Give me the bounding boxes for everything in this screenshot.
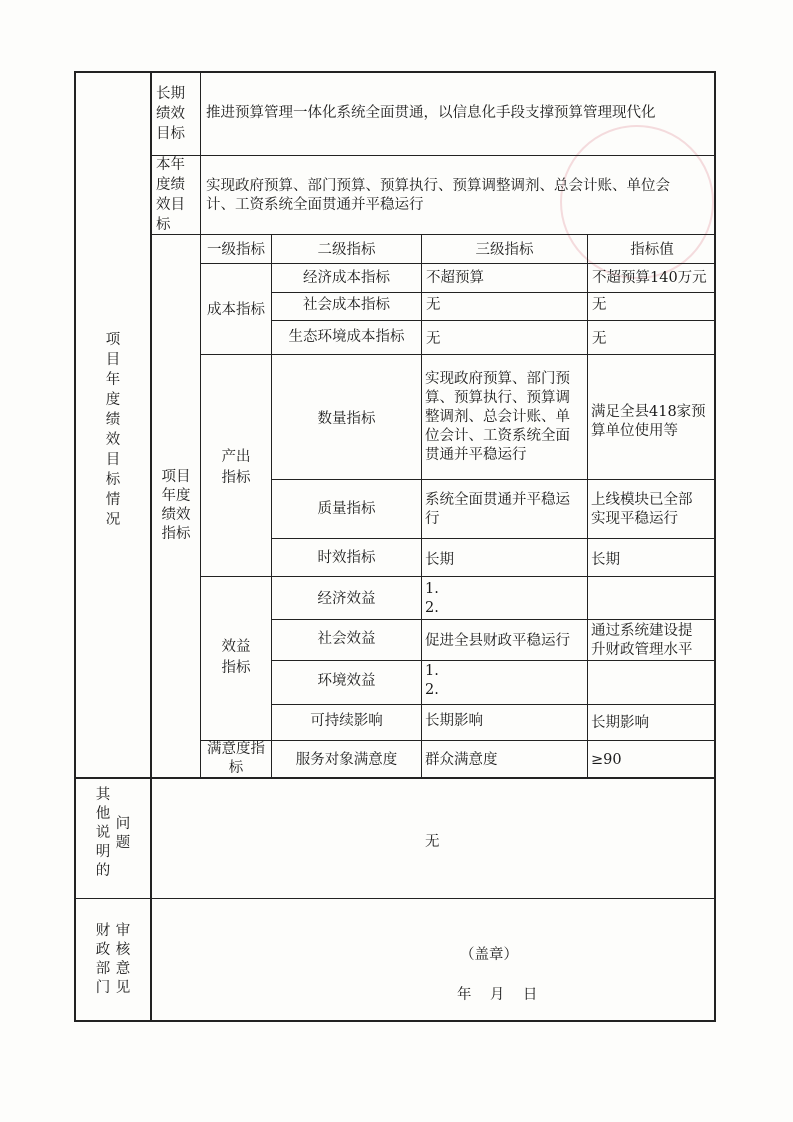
social-cost-desc: 无 xyxy=(426,297,441,313)
other-label-col1: 其他说明的 xyxy=(95,787,111,879)
eco-cost-value: 无 xyxy=(592,331,607,347)
social-cost-value: 无 xyxy=(592,297,607,313)
long-term-goal: 推进预算管理一体化系统全面贯通，以信息化手段支撑预算管理现代化 xyxy=(206,105,656,121)
economic-benefit-name: 经济效益 xyxy=(317,591,376,607)
satisfaction-indicator-value: ≥90 xyxy=(591,752,622,768)
header-level1: 一级指标 xyxy=(207,242,265,258)
seal-placeholder: （盖章） xyxy=(460,947,518,963)
header-level3: 三级指标 xyxy=(475,242,534,258)
social-benefit-desc: 促进全县财政平稳运行 xyxy=(425,633,570,649)
sustainable-impact-value: 长期影响 xyxy=(591,715,649,731)
economic-cost-value: 不超预算140万元 xyxy=(592,270,707,286)
output-indicator-label: 产出 指标 xyxy=(221,449,251,486)
satisfaction-indicator-label: 满意度指 标 xyxy=(207,741,265,776)
timeliness-indicator-value: 长期 xyxy=(591,552,620,568)
quantity-indicator-name: 数量指标 xyxy=(317,411,376,427)
annual-label: 本年 度绩 效目 标 xyxy=(156,157,185,233)
header-value: 指标值 xyxy=(630,242,674,258)
other-content: 无 xyxy=(425,834,440,850)
quality-indicator-desc: 系统全面贯通并平稳运 行 xyxy=(425,492,570,527)
social-benefit-value: 通过系统建设提 升财政管理水平 xyxy=(591,623,693,658)
social-benefit-name: 社会效益 xyxy=(317,631,376,647)
cost-indicator-label: 成本指标 xyxy=(207,302,265,318)
environment-benefit-name: 环境效益 xyxy=(317,673,376,689)
quantity-indicator-desc: 实现政府预算、部门预 算、预算执行、预算调 整调剂、总会计账、单 位会计、工资系统全面 贯通并平稳运行 xyxy=(425,371,570,463)
long-term-label: 长期 绩效 目标 xyxy=(156,86,185,142)
review-date: 年 月 日 xyxy=(457,987,538,1003)
quality-indicator-name: 质量指标 xyxy=(317,501,376,517)
eco-cost-desc: 无 xyxy=(426,331,441,347)
environment-benefit-desc: 1. 2. xyxy=(425,663,439,698)
social-cost-name: 社会成本指标 xyxy=(303,297,390,313)
economic-cost-name: 经济成本指标 xyxy=(303,270,390,286)
review-label-col2: 审核意见 xyxy=(115,923,131,996)
review-label-col1: 财政部门 xyxy=(95,923,111,996)
indicator-label: 项目 年度 绩效 指标 xyxy=(161,469,191,542)
economic-cost-desc: 不超预算 xyxy=(426,270,484,286)
header-level2: 二级指标 xyxy=(317,242,376,258)
timeliness-indicator-desc: 长期 xyxy=(425,552,454,568)
economic-benefit-desc: 1. 2. xyxy=(425,581,439,616)
quality-indicator-value: 上线模块已全部 实现平稳运行 xyxy=(591,492,693,527)
timeliness-indicator-name: 时效指标 xyxy=(317,550,376,566)
satisfaction-indicator-name: 服务对象满意度 xyxy=(295,752,398,768)
quantity-indicator-value: 满足全县418家预 算单位使用等 xyxy=(591,404,706,439)
outer-label: 项目年度绩效目标情况 xyxy=(105,332,121,528)
annual-goal: 实现政府预算、部门预算、预算执行、预算调整调剂、总会计账、单位会 计、工资系统全面贯通并平稳运行 xyxy=(206,178,670,213)
sustainable-impact-name: 可持续影响 xyxy=(310,713,383,729)
eco-cost-name: 生态环境成本指标 xyxy=(288,329,405,345)
sustainable-impact-desc: 长期影响 xyxy=(425,713,483,729)
benefit-indicator-label: 效益 指标 xyxy=(221,639,251,676)
satisfaction-indicator-desc: 群众满意度 xyxy=(425,752,498,768)
other-label-col2: 问题 xyxy=(115,816,131,851)
